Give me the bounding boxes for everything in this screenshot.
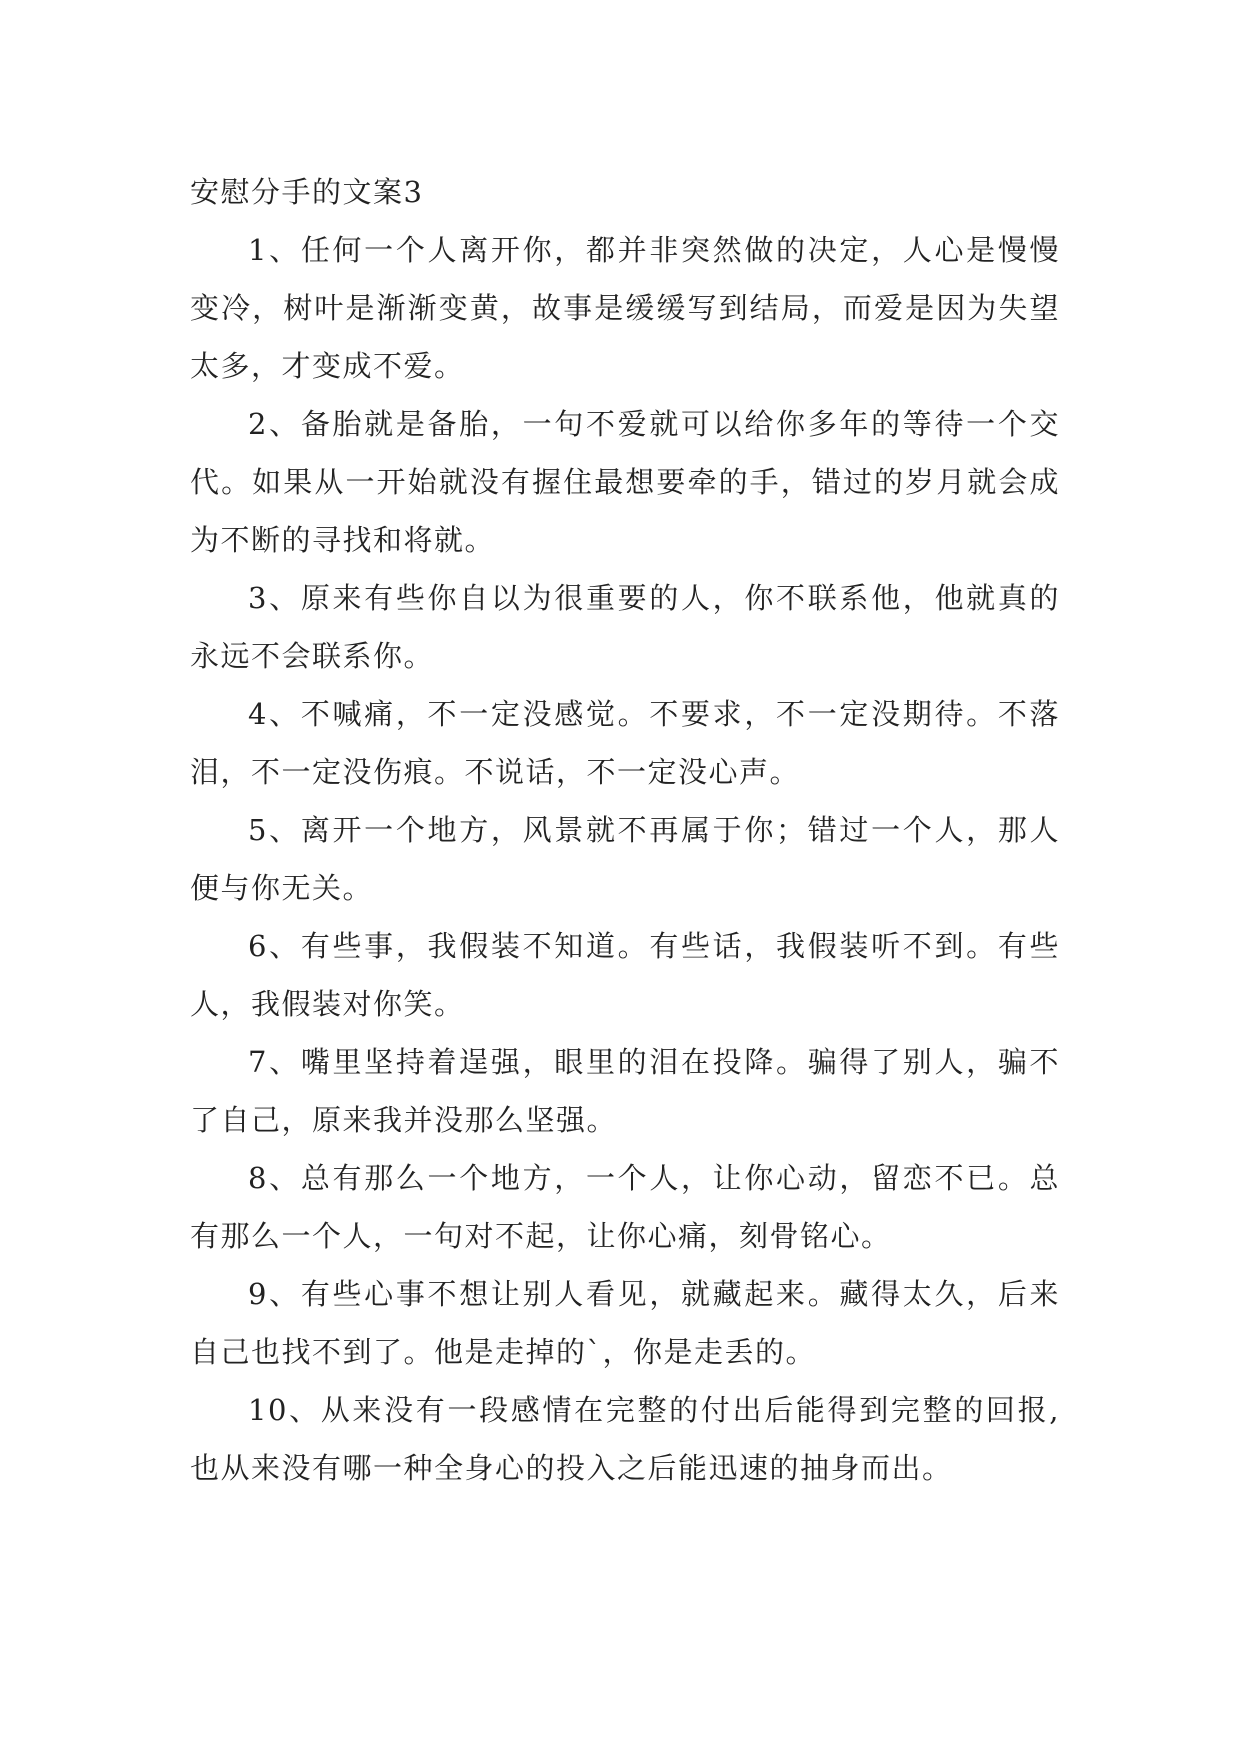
paragraph-4: 4、不喊痛，不一定没感觉。不要求，不一定没期待。不落泪，不一定没伤痕。不说话，不一定没心声。 <box>190 697 1060 789</box>
document-body <box>190 163 1060 1497</box>
paragraph-8: 8、总有那么一个地方，一个人，让你心动，留恋不已。总有那么一个人，一句对不起，让你心痛，刻骨铭心。 <box>190 1161 1060 1253</box>
paragraph-6: 6、有些事，我假装不知道。有些话，我假装听不到。有些人，我假装对你笑。 <box>190 929 1060 1021</box>
document-title: 安慰分手的文案3 <box>190 175 424 209</box>
paragraph-9: 9、有些心事不想让别人看见，就藏起来。藏得太久，后来自己也找不到了。他是走掉的`，你是走丢的。 <box>190 1277 1060 1369</box>
paragraph-2: 2、备胎就是备胎，一句不爱就可以给你多年的等待一个交代。如果从一开始就没有握住最想要牵的手，错过的岁月就会成为不断的寻找和将就。 <box>190 407 1060 557</box>
paragraph-1: 1、任何一个人离开你，都并非突然做的决定，人心是慢慢变冷，树叶是渐渐变黄，故事是缓缓写到结局，而爱是因为失望太多，才变成不爱。 <box>190 233 1060 383</box>
paragraph-7: 7、嘴里坚持着逞强，眼里的泪在投降。骗得了别人，骗不了自己，原来我并没那么坚强。 <box>190 1045 1060 1137</box>
paragraph-5: 5、离开一个地方，风景就不再属于你；错过一个人，那人便与你无关。 <box>190 813 1060 905</box>
paragraph-10: 10、从来没有一段感情在完整的付出后能得到完整的回报,也从来没有哪一种全身心的投入之后能迅速的抽身而出。 <box>190 1393 1060 1485</box>
paragraph-3: 3、原来有些你自以为很重要的人，你不联系他，他就真的永远不会联系你。 <box>190 581 1060 673</box>
